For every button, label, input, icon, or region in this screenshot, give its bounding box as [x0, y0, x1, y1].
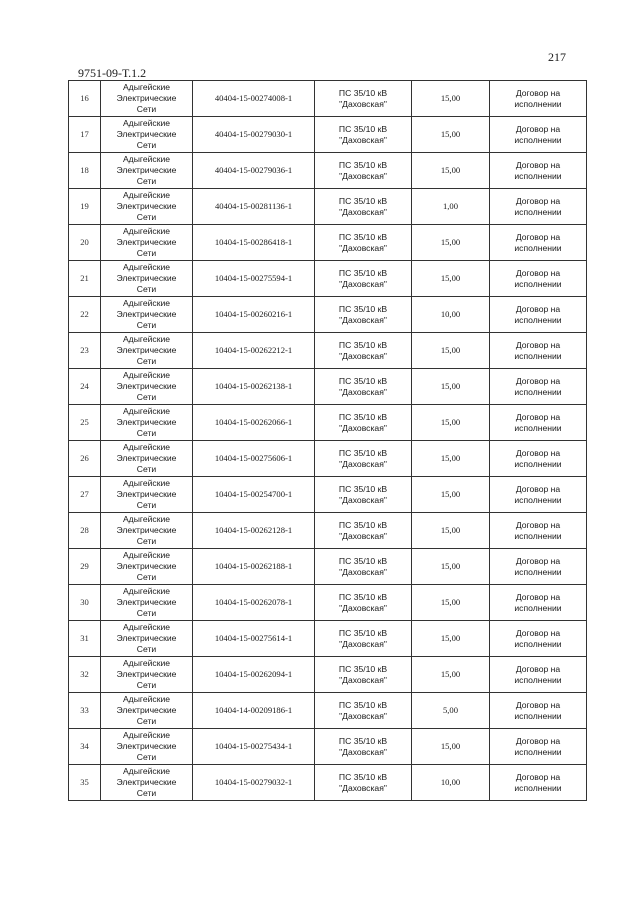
- power-value: 15,00: [412, 621, 490, 657]
- substation-line: ПС 35/10 кВ: [338, 591, 388, 602]
- organization-line: Электрические: [116, 777, 177, 787]
- status-line: исполнении: [514, 674, 562, 685]
- organization-line: Электрические: [116, 129, 177, 139]
- organization-line: Адыгейские: [122, 442, 171, 452]
- page-number: 217: [548, 50, 566, 64]
- substation-line: "Даховская": [339, 602, 387, 613]
- row-number: 29: [69, 549, 101, 585]
- table-row: [69, 189, 587, 225]
- power-value: 15,00: [412, 261, 490, 297]
- substation-line: "Даховская": [339, 206, 387, 217]
- power-value: 15,00: [412, 441, 490, 477]
- organization-line: Электрические: [116, 93, 177, 103]
- row-number: 25: [69, 405, 101, 441]
- status-line: Договор на: [515, 627, 561, 638]
- substation-line: ПС 35/10 кВ: [338, 555, 388, 566]
- substation-cell: [315, 225, 412, 261]
- status-line: исполнении: [514, 530, 562, 541]
- organization-line: Сети: [136, 644, 157, 654]
- row-number: 23: [69, 333, 101, 369]
- table-row: [69, 81, 587, 117]
- application-code: 10404-15-00262066-1: [193, 405, 315, 441]
- power-value: 15,00: [412, 513, 490, 549]
- substation-line: ПС 35/10 кВ: [338, 231, 388, 242]
- substation-cell: [315, 765, 412, 801]
- status-line: Договор на: [515, 267, 561, 278]
- status-cell: [490, 513, 587, 549]
- substation-line: "Даховская": [339, 134, 387, 145]
- organization-line: Электрические: [116, 525, 177, 535]
- organization-cell: [101, 261, 193, 297]
- status-line: исполнении: [514, 134, 562, 145]
- application-code: 10404-15-00275434-1: [193, 729, 315, 765]
- row-number: 30: [69, 585, 101, 621]
- organization-line: Электрические: [116, 741, 177, 751]
- substation-cell: [315, 549, 412, 585]
- substation-line: "Даховская": [339, 350, 387, 361]
- substation-line: "Даховская": [339, 566, 387, 577]
- substation-line: "Даховская": [339, 674, 387, 685]
- row-number: 27: [69, 477, 101, 513]
- organization-line: Сети: [136, 392, 157, 402]
- substation-cell: [315, 513, 412, 549]
- substation-cell: [315, 585, 412, 621]
- status-cell: [490, 477, 587, 513]
- status-cell: [490, 585, 587, 621]
- status-line: исполнении: [514, 422, 562, 433]
- organization-cell: [101, 81, 193, 117]
- status-line: Договор на: [515, 303, 561, 314]
- application-code: 10404-15-00275614-1: [193, 621, 315, 657]
- organization-line: Адыгейские: [122, 154, 171, 164]
- substation-line: "Даховская": [339, 638, 387, 649]
- organization-line: Электрические: [116, 669, 177, 679]
- row-number: 20: [69, 225, 101, 261]
- substation-line: "Даховская": [339, 278, 387, 289]
- organization-line: Сети: [136, 176, 157, 186]
- substation-cell: [315, 729, 412, 765]
- row-number: 17: [69, 117, 101, 153]
- status-cell: [490, 549, 587, 585]
- status-cell: [490, 693, 587, 729]
- status-line: Договор на: [515, 159, 561, 170]
- table-row: [69, 153, 587, 189]
- table-row: [69, 441, 587, 477]
- application-code: 10404-15-00262078-1: [193, 585, 315, 621]
- substation-line: "Даховская": [339, 314, 387, 325]
- status-line: Договор на: [515, 591, 561, 602]
- power-value: 15,00: [412, 405, 490, 441]
- status-line: Договор на: [515, 771, 561, 782]
- row-number: 33: [69, 693, 101, 729]
- organization-cell: [101, 657, 193, 693]
- substation-cell: [315, 117, 412, 153]
- organization-line: Электрические: [116, 165, 177, 175]
- substation-line: ПС 35/10 кВ: [338, 159, 388, 170]
- organization-line: Адыгейские: [122, 514, 171, 524]
- organization-line: Электрические: [116, 705, 177, 715]
- organization-line: Электрические: [116, 237, 177, 247]
- status-cell: [490, 621, 587, 657]
- organization-line: Адыгейские: [122, 226, 171, 236]
- status-line: исполнении: [514, 206, 562, 217]
- organization-cell: [101, 621, 193, 657]
- row-number: 21: [69, 261, 101, 297]
- status-line: исполнении: [514, 278, 562, 289]
- organization-line: Сети: [136, 500, 157, 510]
- application-code: 10404-15-00260216-1: [193, 297, 315, 333]
- organization-cell: [101, 117, 193, 153]
- substation-line: ПС 35/10 кВ: [338, 339, 388, 350]
- substation-line: "Даховская": [339, 242, 387, 253]
- application-code: 10404-15-00262094-1: [193, 657, 315, 693]
- organization-line: Сети: [136, 284, 157, 294]
- substation-line: ПС 35/10 кВ: [338, 663, 388, 674]
- application-code: 10404-15-00275606-1: [193, 441, 315, 477]
- application-code: 10404-15-00262138-1: [193, 369, 315, 405]
- organization-cell: [101, 693, 193, 729]
- status-cell: [490, 297, 587, 333]
- organization-line: Адыгейские: [122, 262, 171, 272]
- row-number: 22: [69, 297, 101, 333]
- power-value: 15,00: [412, 153, 490, 189]
- table-row: [69, 225, 587, 261]
- row-number: 32: [69, 657, 101, 693]
- organization-line: Адыгейские: [122, 694, 171, 704]
- row-number: 18: [69, 153, 101, 189]
- organization-line: Адыгейские: [122, 82, 171, 92]
- organization-line: Адыгейские: [122, 586, 171, 596]
- power-value: 10,00: [412, 297, 490, 333]
- power-value: 15,00: [412, 549, 490, 585]
- power-value: 15,00: [412, 657, 490, 693]
- status-line: исполнении: [514, 494, 562, 505]
- status-line: исполнении: [514, 782, 562, 793]
- status-line: исполнении: [514, 638, 562, 649]
- organization-cell: [101, 513, 193, 549]
- organization-line: Адыгейские: [122, 658, 171, 668]
- substation-line: "Даховская": [339, 530, 387, 541]
- substation-line: "Даховская": [339, 494, 387, 505]
- substation-line: "Даховская": [339, 458, 387, 469]
- substation-cell: [315, 189, 412, 225]
- status-line: исполнении: [514, 602, 562, 613]
- organization-line: Адыгейские: [122, 478, 171, 488]
- status-line: Договор на: [515, 519, 561, 530]
- organization-cell: [101, 405, 193, 441]
- records-body: [69, 81, 587, 801]
- status-cell: [490, 369, 587, 405]
- status-line: Договор на: [515, 123, 561, 134]
- organization-cell: [101, 549, 193, 585]
- organization-line: Электрические: [116, 489, 177, 499]
- organization-line: Электрические: [116, 417, 177, 427]
- table-row: [69, 693, 587, 729]
- table-row: [69, 549, 587, 585]
- organization-cell: [101, 333, 193, 369]
- power-value: 5,00: [412, 693, 490, 729]
- organization-line: Адыгейские: [122, 622, 171, 632]
- organization-line: Адыгейские: [122, 406, 171, 416]
- status-cell: [490, 225, 587, 261]
- organization-cell: [101, 477, 193, 513]
- substation-line: ПС 35/10 кВ: [338, 411, 388, 422]
- status-line: Договор на: [515, 87, 561, 98]
- organization-cell: [101, 585, 193, 621]
- status-cell: [490, 765, 587, 801]
- row-number: 35: [69, 765, 101, 801]
- organization-line: Сети: [136, 356, 157, 366]
- substation-cell: [315, 441, 412, 477]
- organization-line: Адыгейские: [122, 730, 171, 740]
- row-number: 26: [69, 441, 101, 477]
- organization-line: Адыгейские: [122, 118, 171, 128]
- organization-cell: [101, 729, 193, 765]
- table-row: [69, 765, 587, 801]
- records-table: [68, 80, 587, 801]
- organization-cell: [101, 369, 193, 405]
- substation-cell: [315, 405, 412, 441]
- organization-cell: [101, 297, 193, 333]
- organization-line: Электрические: [116, 273, 177, 283]
- status-line: исполнении: [514, 98, 562, 109]
- status-cell: [490, 261, 587, 297]
- application-code: 10404-15-00262212-1: [193, 333, 315, 369]
- status-line: Договор на: [515, 483, 561, 494]
- organization-line: Сети: [136, 464, 157, 474]
- table-row: [69, 261, 587, 297]
- status-line: Договор на: [515, 195, 561, 206]
- organization-line: Сети: [136, 680, 157, 690]
- row-number: 16: [69, 81, 101, 117]
- substation-line: "Даховская": [339, 98, 387, 109]
- status-line: Договор на: [515, 375, 561, 386]
- status-line: исполнении: [514, 170, 562, 181]
- organization-line: Сети: [136, 716, 157, 726]
- substation-cell: [315, 333, 412, 369]
- organization-line: Сети: [136, 104, 157, 114]
- organization-line: Электрические: [116, 381, 177, 391]
- status-line: исполнении: [514, 746, 562, 757]
- row-number: 19: [69, 189, 101, 225]
- status-line: Договор на: [515, 411, 561, 422]
- organization-line: Сети: [136, 752, 157, 762]
- power-value: 15,00: [412, 477, 490, 513]
- table-row: [69, 513, 587, 549]
- power-value: 15,00: [412, 585, 490, 621]
- status-cell: [490, 81, 587, 117]
- status-cell: [490, 189, 587, 225]
- substation-line: ПС 35/10 кВ: [338, 483, 388, 494]
- row-number: 34: [69, 729, 101, 765]
- status-line: исполнении: [514, 458, 562, 469]
- organization-line: Адыгейские: [122, 766, 171, 776]
- status-line: исполнении: [514, 710, 562, 721]
- substation-line: "Даховская": [339, 422, 387, 433]
- status-line: исполнении: [514, 566, 562, 577]
- organization-line: Сети: [136, 536, 157, 546]
- substation-line: ПС 35/10 кВ: [338, 699, 388, 710]
- substation-line: "Даховская": [339, 386, 387, 397]
- document-code: 9751-09-Т.1.2: [78, 66, 147, 80]
- organization-line: Электрические: [116, 309, 177, 319]
- organization-cell: [101, 441, 193, 477]
- application-code: 10404-15-00275594-1: [193, 261, 315, 297]
- substation-line: "Даховская": [339, 782, 387, 793]
- organization-line: Сети: [136, 320, 157, 330]
- application-code: 10404-15-00279032-1: [193, 765, 315, 801]
- table-row: [69, 729, 587, 765]
- substation-line: ПС 35/10 кВ: [338, 519, 388, 530]
- substation-line: ПС 35/10 кВ: [338, 627, 388, 638]
- application-code: 40404-15-00281136-1: [193, 189, 315, 225]
- substation-cell: [315, 621, 412, 657]
- application-code: 10404-14-00209186-1: [193, 693, 315, 729]
- organization-line: Электрические: [116, 597, 177, 607]
- status-cell: [490, 333, 587, 369]
- status-line: исполнении: [514, 242, 562, 253]
- substation-cell: [315, 369, 412, 405]
- substation-line: ПС 35/10 кВ: [338, 447, 388, 458]
- power-value: 15,00: [412, 729, 490, 765]
- table-row: [69, 621, 587, 657]
- organization-line: Электрические: [116, 633, 177, 643]
- substation-cell: [315, 297, 412, 333]
- row-number: 24: [69, 369, 101, 405]
- substation-cell: [315, 693, 412, 729]
- organization-line: Адыгейские: [122, 370, 171, 380]
- substation-cell: [315, 261, 412, 297]
- row-number: 28: [69, 513, 101, 549]
- status-cell: [490, 405, 587, 441]
- organization-line: Сети: [136, 212, 157, 222]
- table-row: [69, 657, 587, 693]
- status-line: исполнении: [514, 314, 562, 325]
- substation-cell: [315, 657, 412, 693]
- table-row: [69, 117, 587, 153]
- substation-cell: [315, 477, 412, 513]
- organization-line: Сети: [136, 428, 157, 438]
- substation-line: ПС 35/10 кВ: [338, 771, 388, 782]
- application-code: 40404-15-00274008-1: [193, 81, 315, 117]
- organization-line: Адыгейские: [122, 334, 171, 344]
- power-value: 15,00: [412, 225, 490, 261]
- organization-line: Адыгейские: [122, 190, 171, 200]
- status-cell: [490, 729, 587, 765]
- application-code: 10404-15-00286418-1: [193, 225, 315, 261]
- organization-line: Электрические: [116, 345, 177, 355]
- power-value: 10,00: [412, 765, 490, 801]
- row-number: 31: [69, 621, 101, 657]
- substation-line: ПС 35/10 кВ: [338, 87, 388, 98]
- organization-line: Электрические: [116, 201, 177, 211]
- power-value: 15,00: [412, 117, 490, 153]
- power-value: 15,00: [412, 81, 490, 117]
- organization-cell: [101, 153, 193, 189]
- status-cell: [490, 441, 587, 477]
- substation-line: "Даховская": [339, 746, 387, 757]
- substation-line: ПС 35/10 кВ: [338, 123, 388, 134]
- status-line: Договор на: [515, 447, 561, 458]
- status-line: Договор на: [515, 339, 561, 350]
- table-row: [69, 405, 587, 441]
- application-code: 40404-15-00279036-1: [193, 153, 315, 189]
- organization-cell: [101, 765, 193, 801]
- table-row: [69, 477, 587, 513]
- substation-line: ПС 35/10 кВ: [338, 195, 388, 206]
- substation-line: ПС 35/10 кВ: [338, 267, 388, 278]
- organization-cell: [101, 189, 193, 225]
- organization-line: Сети: [136, 248, 157, 258]
- status-cell: [490, 117, 587, 153]
- application-code: 10404-15-00254700-1: [193, 477, 315, 513]
- status-line: Договор на: [515, 555, 561, 566]
- substation-line: ПС 35/10 кВ: [338, 735, 388, 746]
- substation-cell: [315, 81, 412, 117]
- power-value: 1,00: [412, 189, 490, 225]
- status-cell: [490, 153, 587, 189]
- status-line: Договор на: [515, 735, 561, 746]
- status-line: Договор на: [515, 663, 561, 674]
- organization-line: Сети: [136, 608, 157, 618]
- application-code: 10404-15-00262128-1: [193, 513, 315, 549]
- status-cell: [490, 657, 587, 693]
- organization-line: Адыгейские: [122, 550, 171, 560]
- organization-line: Сети: [136, 572, 157, 582]
- table-row: [69, 297, 587, 333]
- application-code: 40404-15-00279030-1: [193, 117, 315, 153]
- power-value: 15,00: [412, 333, 490, 369]
- substation-line: ПС 35/10 кВ: [338, 303, 388, 314]
- application-code: 10404-15-00262188-1: [193, 549, 315, 585]
- substation-line: ПС 35/10 кВ: [338, 375, 388, 386]
- table-row: [69, 369, 587, 405]
- organization-line: Сети: [136, 788, 157, 798]
- organization-cell: [101, 225, 193, 261]
- status-line: Договор на: [515, 699, 561, 710]
- organization-line: Сети: [136, 140, 157, 150]
- status-line: Договор на: [515, 231, 561, 242]
- organization-line: Электрические: [116, 561, 177, 571]
- substation-line: "Даховская": [339, 710, 387, 721]
- substation-cell: [315, 153, 412, 189]
- status-line: исполнении: [514, 350, 562, 361]
- substation-line: "Даховская": [339, 170, 387, 181]
- organization-line: Адыгейские: [122, 298, 171, 308]
- status-line: исполнении: [514, 386, 562, 397]
- power-value: 15,00: [412, 369, 490, 405]
- table-row: [69, 585, 587, 621]
- table-row: [69, 333, 587, 369]
- organization-line: Электрические: [116, 453, 177, 463]
